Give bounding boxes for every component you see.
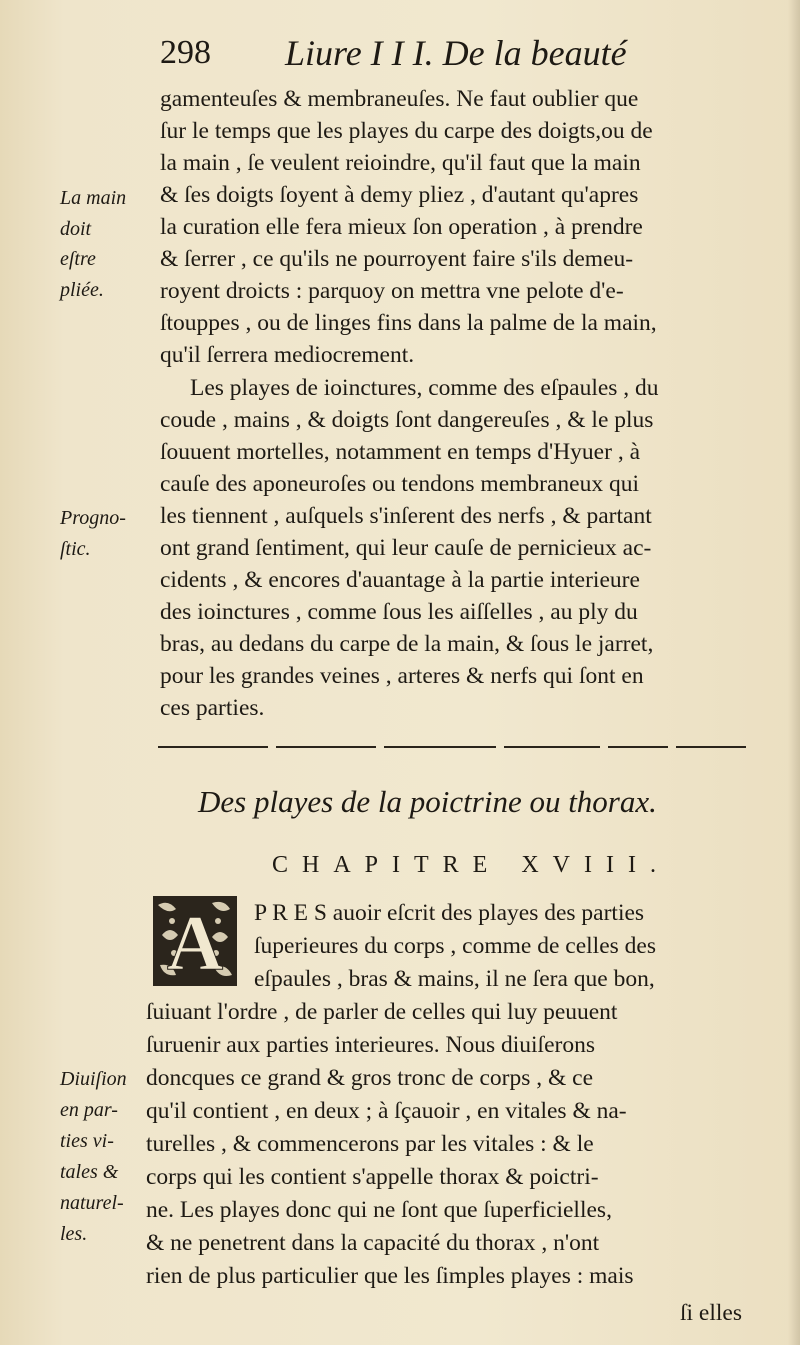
page-edge-shadow [788, 0, 800, 1345]
margin-note-line: La main [60, 187, 127, 209]
margin-note-line: Progno- [60, 507, 126, 529]
text-line: la main , ſe veulent reioindre, qu'il faut que la main [160, 150, 641, 176]
text-line: turelles , & commencerons par les vitales : & le [146, 1131, 594, 1157]
text-line: ſuperieures du corps , comme de celles des [254, 933, 656, 959]
text-line: eſpaules , bras & mains, il ne ſera que bon, [254, 966, 655, 992]
margin-note-line: en par- [60, 1099, 118, 1121]
text-line: ſur le temps que les playes du carpe des doigts,ou de [160, 118, 653, 144]
margin-note-line: pliée. [60, 278, 104, 301]
margin-note-main-pliee [60, 183, 152, 305]
text-line: Les playes de ioinctures, comme des eſpaules , du [190, 375, 659, 401]
section-rule [158, 740, 746, 754]
chapter-title: Des playes de la poictrine ou thorax. [198, 784, 657, 819]
margin-note-division [60, 1064, 152, 1250]
text-line: cidents , & encores d'auantage à la partie interieure [160, 567, 640, 593]
chapter-number: CHAPITRE XVIII. [272, 852, 670, 878]
margin-note-line: doit [60, 217, 92, 240]
text-line: gamenteuſes & membraneuſes. Ne faut oublier que [160, 86, 639, 112]
text-line: la curation elle fera mieux ſon operation , à prendre [160, 214, 643, 240]
page-header [160, 32, 760, 82]
margin-note-line: ties vi- [60, 1130, 114, 1152]
text-line: qu'il contient , en deux ; à ſçauoir , en vitales & na- [146, 1098, 627, 1124]
text-line: & ſerrer , ce qu'ils ne pourroyent faire s'ils demeu- [160, 246, 634, 272]
text-line: ſuruenir aux parties interieures. Nous diuiſerons [146, 1032, 595, 1058]
text-line: ont grand ſentiment, qui leur cauſe de pernicieux ac- [160, 535, 652, 561]
text-line: doncques ce grand & gros tronc de corps , & ce [146, 1065, 594, 1091]
chapter-body [146, 996, 760, 1293]
text-line: ſuiuant l'ordre , de parler de celles qui luy peuuent [146, 999, 618, 1025]
text-line: bras, au dedans du carpe de la main, & ſous le jarret, [160, 631, 654, 657]
page-number: 298 [160, 34, 211, 71]
catchword: ſi elles [680, 1300, 742, 1326]
margin-note-line: ſtic. [60, 537, 91, 560]
text-line: royent droicts : parquoy on mettra vne pelote d'e- [160, 278, 624, 304]
chapter-opening [254, 897, 760, 996]
dropcap-ornament [152, 895, 238, 987]
paragraph-2 [160, 372, 760, 724]
text-line: ne. Les playes donc qui ne ſont que ſuperficielles, [146, 1197, 612, 1223]
text-line: pour les grandes veines , arteres & nerfs qui ſont en [160, 663, 644, 689]
text-line: ſouuent mortelles, notamment en temps d'Hyuer , à [160, 439, 640, 465]
margin-note-line: eſtre [60, 248, 96, 270]
text-line: rien de plus particulier que les ſimples playes : mais [146, 1263, 634, 1289]
text-line: coude , mains , & doigts ſont dangereuſes , & le plus [160, 407, 654, 433]
margin-note-line: Diuiſion [60, 1068, 127, 1090]
text-line: cauſe des aponeuroſes ou tendons membraneux qui [160, 471, 639, 497]
running-head: Liure I I I. De la beauté [285, 33, 627, 73]
text-line: ſtouppes , ou de linges fins dans la palme de la main, [160, 310, 657, 336]
text-line: ces parties. [160, 695, 265, 721]
text-line: & ſes doigts ſoyent à demy pliez , d'autant qu'apres [160, 182, 639, 208]
text-line: des ioinctures , comme ſous les aiſſelles , au ply du [160, 599, 638, 625]
dropcap-letter: A [166, 899, 224, 986]
margin-note-line: les. [60, 1223, 88, 1245]
text-line: les tiennent , auſquels s'inſerent des nerfs , & partant [160, 503, 652, 529]
text-line: P R E S auoir eſcrit des playes des parties [254, 900, 645, 926]
text-line: corps qui les contient s'appelle thorax & poictri- [146, 1164, 599, 1190]
margin-note-line: naturel- [60, 1192, 124, 1214]
paragraph-1 [160, 83, 760, 371]
margin-note-prognostic [60, 503, 152, 564]
floral-dropcap-icon [152, 895, 238, 987]
text-line: qu'il ſerrera mediocrement. [160, 342, 415, 368]
margin-note-line: tales & [60, 1161, 119, 1183]
text-line: & ne penetrent dans la capacité du thorax , n'ont [146, 1230, 600, 1256]
